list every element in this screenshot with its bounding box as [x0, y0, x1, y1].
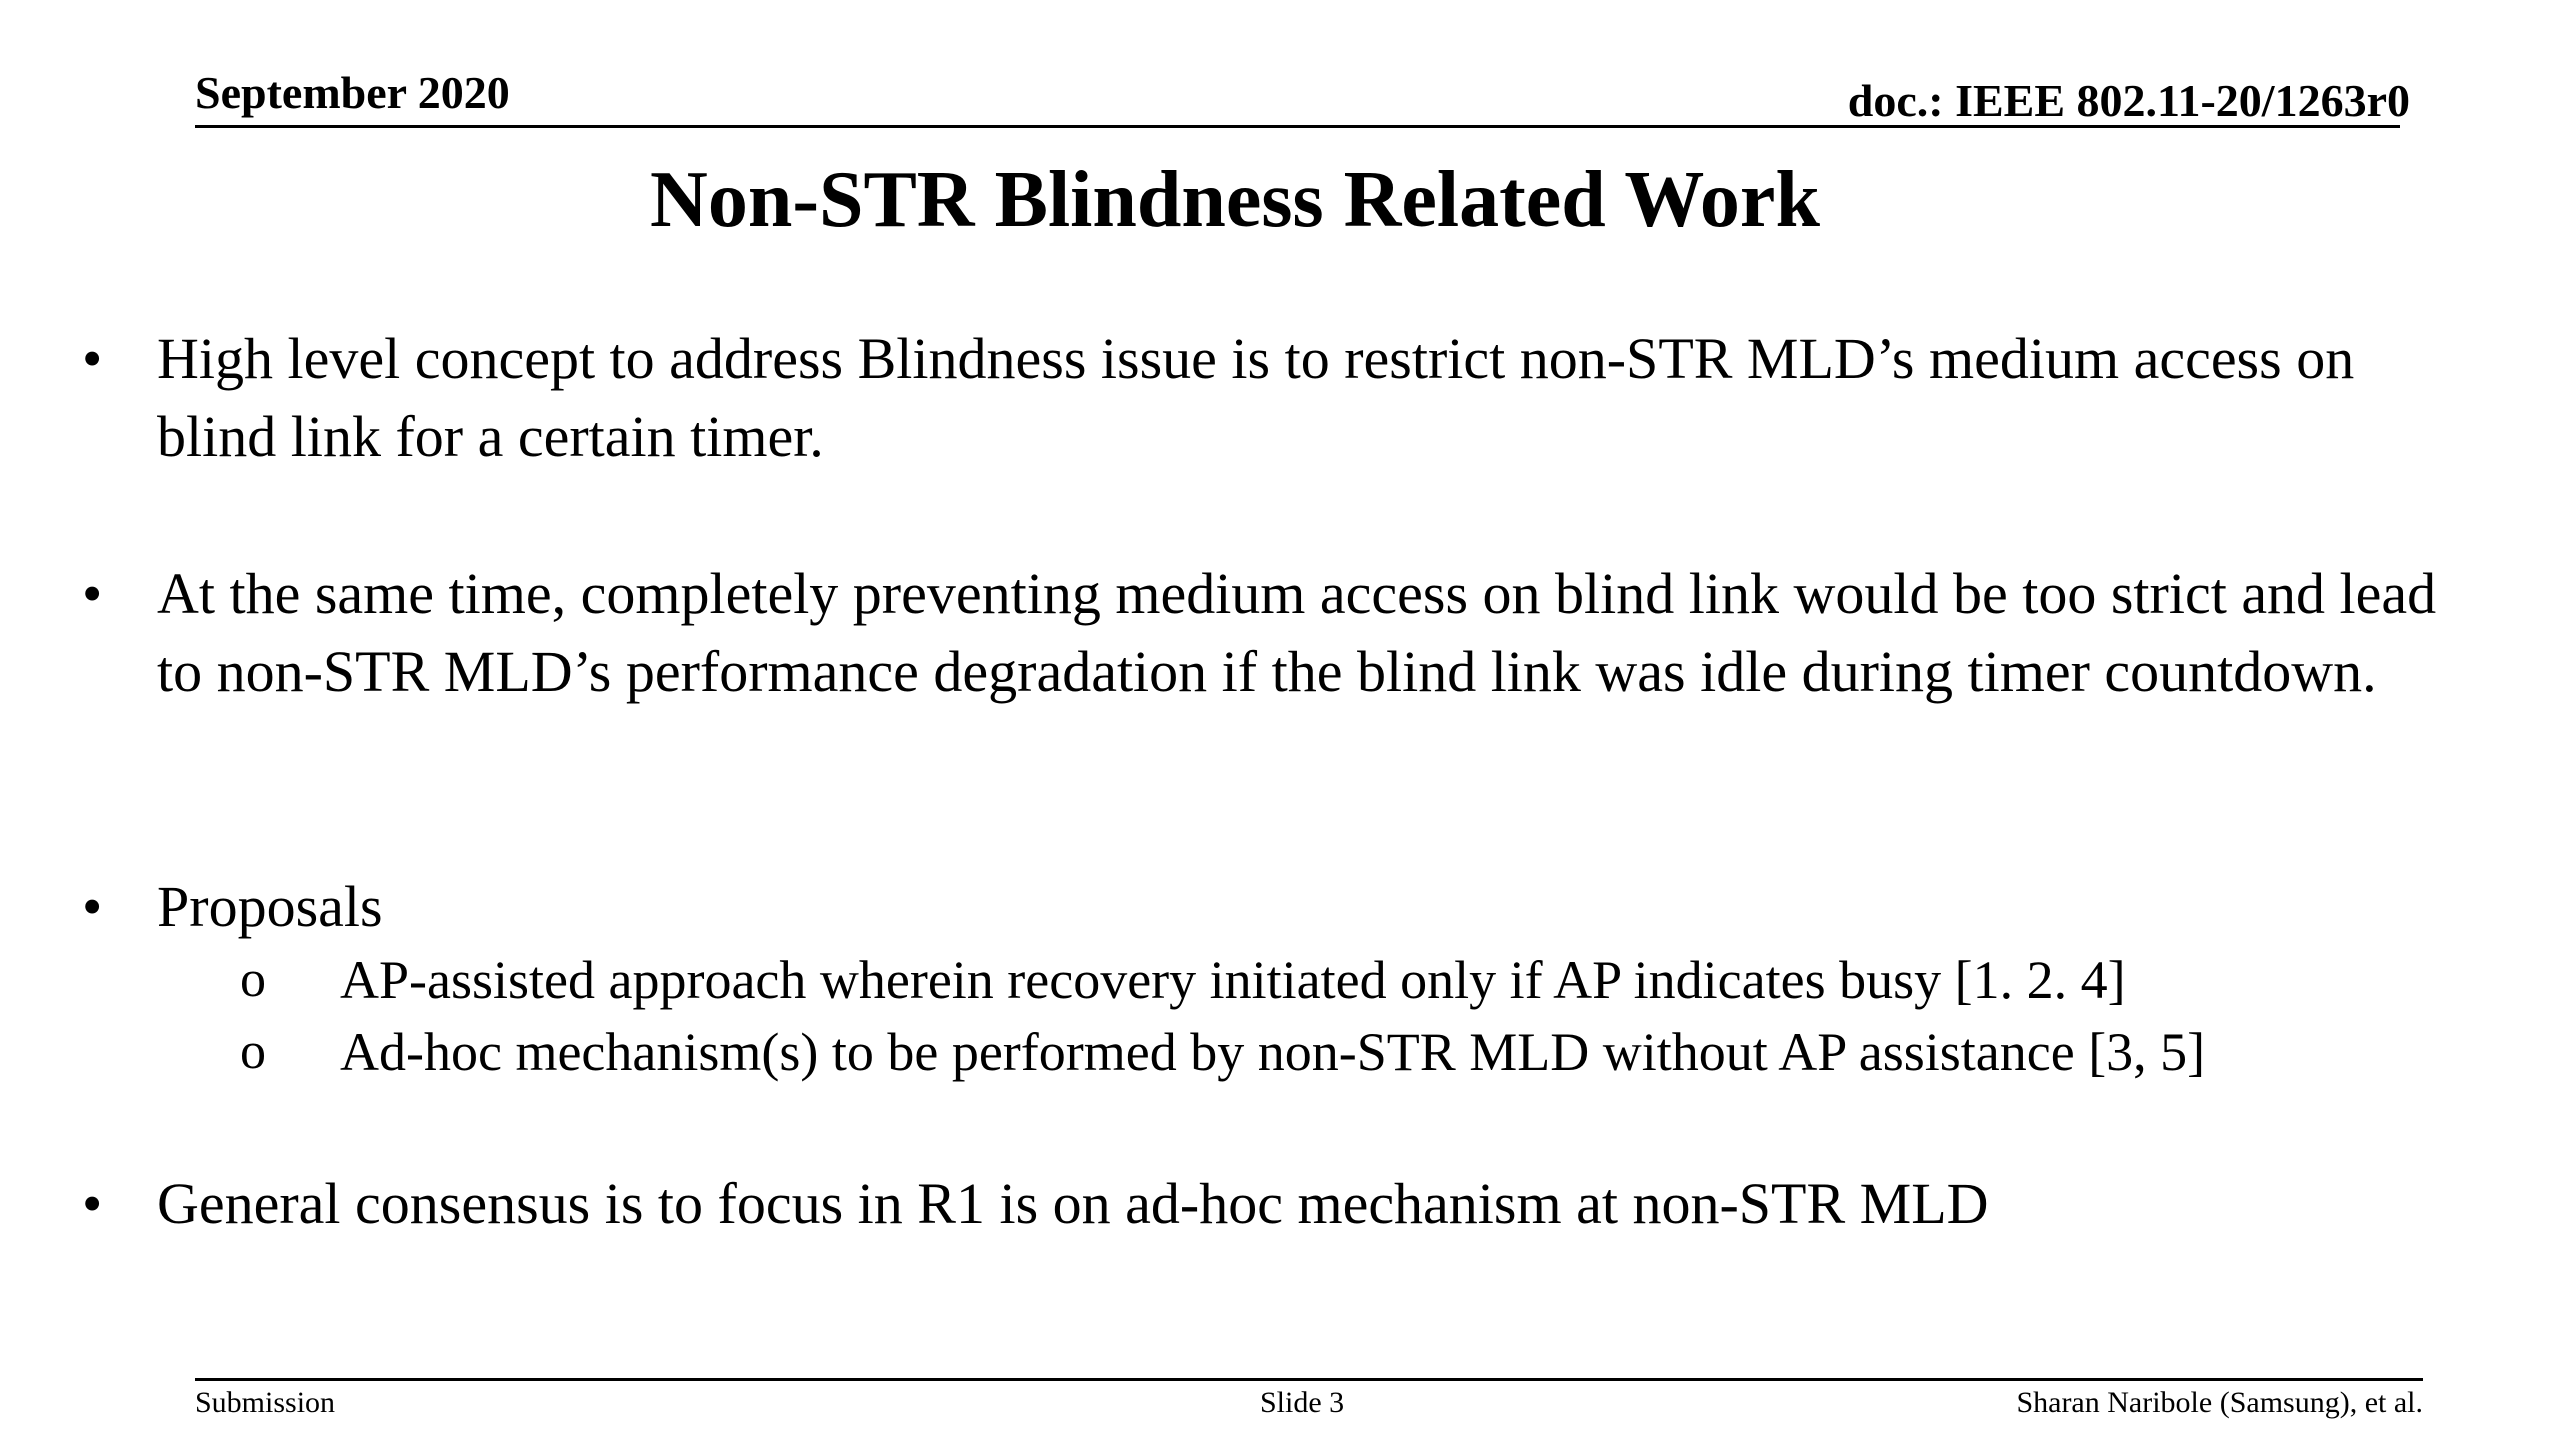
footer-author: Sharan Naribole (Samsung), et al.	[2016, 1386, 2423, 1419]
bullet-text: Proposals	[157, 874, 383, 939]
bullet-text: At the same time, completely preventing medium access on blind link would be too strict and lead to non-STR MLD’s performance degradation if the blind link was idle during timer countdown.	[157, 561, 2437, 704]
footer-slide-number: Slide 3	[1260, 1386, 1345, 1419]
sub-bullet-icon: o	[240, 951, 266, 1008]
header-date: September 2020	[195, 67, 510, 118]
bullet-icon: •	[82, 561, 103, 626]
bullet-icon: •	[82, 874, 103, 939]
bullet-icon: •	[82, 326, 103, 391]
bullet-text: General consensus is to focus in R1 is on ad-hoc mechanism at non-STR MLD	[157, 1171, 1989, 1236]
sub-bullet-icon: o	[240, 1023, 266, 1080]
sub-bullet-text: Ad-hoc mechanism(s) to be performed by non-STR MLD without AP assistance [3, 5]	[340, 1022, 2206, 1082]
footer-divider	[195, 1378, 2423, 1381]
footer-submission: Submission	[195, 1386, 336, 1419]
sub-bullet-text: AP-assisted approach wherein recovery initiated only if AP indicates busy [1. 2. 4]	[340, 950, 2126, 1010]
header-doc-id: doc.: IEEE 802.11-20/1263r0	[1847, 75, 2410, 126]
bullet-text: High level concept to address Blindness issue is to restrict non-STR MLD’s medium access on blind link for a certain timer.	[157, 326, 2355, 469]
bullet-icon: •	[82, 1171, 103, 1236]
slide-title: Non-STR Blindness Related Work	[650, 156, 1820, 244]
